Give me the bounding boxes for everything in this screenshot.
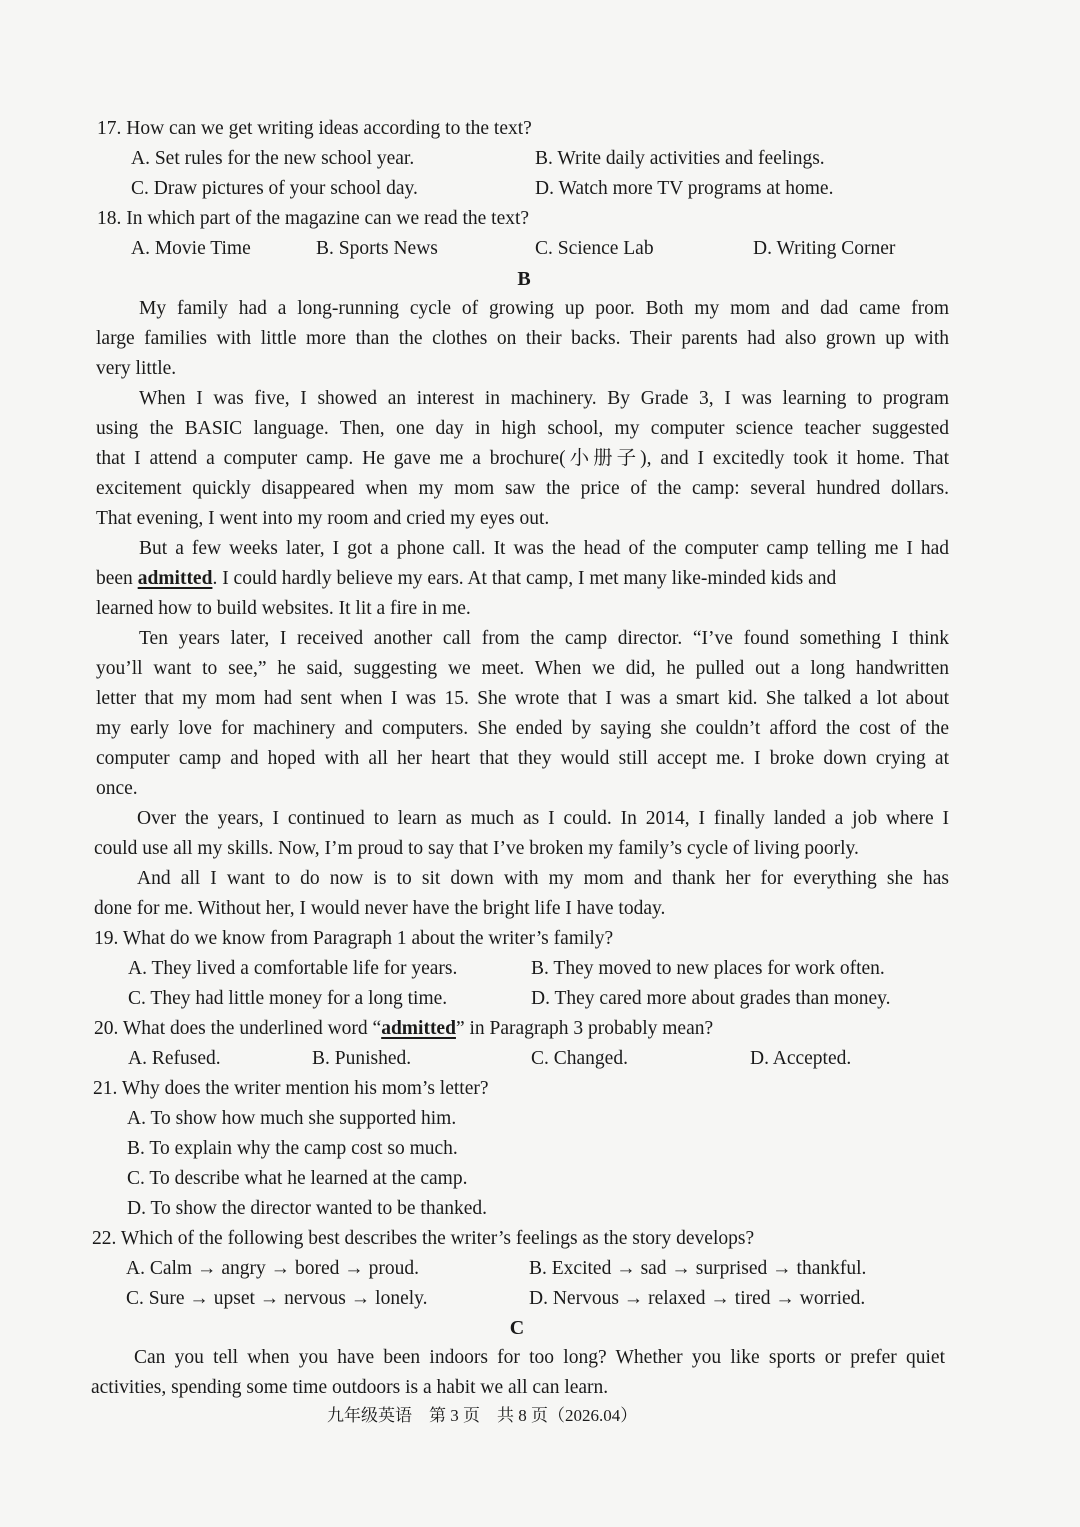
question-18-option-c: C. Science Lab (535, 238, 654, 259)
question-17-option-a: A. Set rules for the new school year. (131, 148, 415, 169)
passage-line: That evening, I went into my room and cried my eyes out. (96, 508, 550, 529)
passage-line: Ten years later, I received another call from the camp director. “I’ve found something I think (139, 628, 949, 649)
passage-line: computer camp and hoped with all her heart that they would still accept me. I broke down crying at (96, 748, 949, 769)
section-b-heading: B (517, 268, 531, 290)
question-20-option-c: C. Changed. (531, 1048, 628, 1069)
question-17-stem: 17. How can we get writing ideas according to the text? (97, 118, 532, 139)
passage-line: Over the years, I continued to learn as much as I could. In 2014, I finally landed a job where I (137, 808, 949, 829)
question-20-option-d: D. Accepted. (750, 1048, 852, 1069)
passage-line: excitement quickly disappeared when my mom saw the price of the camp: several hundred dollars. (96, 478, 949, 499)
question-19-stem: 19. What do we know from Paragraph 1 about the writer’s family? (94, 928, 614, 949)
question-17-option-c: C. Draw pictures of your school day. (131, 178, 418, 199)
passage-text: . I could hardly believe my ears. At that camp, I met many like-minded kids and (212, 568, 837, 589)
passage-line: large families with little more than the clothes on their backs. Their parents had also grown up with (96, 328, 949, 349)
underlined-word-admitted: admitted (137, 568, 213, 589)
passage-c-line: activities, spending some time outdoors is a habit we all can learn. (91, 1377, 609, 1398)
question-22-option-d: D. Nervous → relaxed → tired → worried. (529, 1288, 866, 1309)
question-21-option-d: D. To show the director wanted to be thanked. (127, 1198, 488, 1219)
question-22-option-b: B. Excited → sad → surprised → thankful. (529, 1258, 867, 1279)
question-19-option-a: A. They lived a comfortable life for years. (128, 958, 458, 979)
passage-line (96, 564, 836, 594)
question-17-option-d: D. Watch more TV programs at home. (535, 178, 834, 199)
question-18-option-a: A. Movie Time (131, 238, 251, 259)
passage-line: But a few weeks later, I got a phone call. It was the head of the computer camp telling me I had (139, 538, 949, 559)
question-20-stem-start: 20. What does the underlined word “ (94, 1018, 382, 1039)
question-18-option-b: B. Sports News (316, 238, 438, 259)
passage-line: learned how to build websites. It lit a fire in me. (96, 598, 471, 619)
passage-text: been (96, 568, 133, 589)
question-20-option-b: B. Punished. (312, 1048, 412, 1069)
passage-line: My family had a long-running cycle of growing up poor. Both my mom and dad came from (139, 298, 949, 319)
passage-line: you’ll want to see,” he said, suggesting we meet. When we did, he pulled out a long handwritten (96, 658, 949, 679)
passage-line: could use all my skills. Now, I’m proud to say that I’ve broken my family’s cycle of living poorly. (94, 838, 859, 859)
question-19-option-c: C. They had little money for a long time. (128, 988, 448, 1009)
question-18-option-d: D. Writing Corner (753, 238, 896, 259)
question-20-stem (94, 1014, 713, 1044)
question-21-option-c: C. To describe what he learned at the camp. (127, 1168, 468, 1189)
question-20-stem-end: ” in Paragraph 3 probably mean? (455, 1018, 714, 1039)
question-21-stem: 21. Why does the writer mention his mom’s letter? (93, 1078, 489, 1099)
page-footer: 九年级英语 第 3 页 共 8 页（2026.04） (327, 1406, 638, 1425)
question-22-stem: 22. Which of the following best describes the writer’s feelings as the story develops? (92, 1228, 755, 1249)
passage-c-line: Can you tell when you have been indoors for too long? Whether you like sports or prefer quiet (134, 1347, 945, 1368)
question-19-option-b: B. They moved to new places for work often. (531, 958, 885, 979)
question-22-option-c: C. Sure → upset → nervous → lonely. (126, 1288, 428, 1309)
passage-line: done for me. Without her, I would never have the bright life I have today. (94, 898, 666, 919)
passage-line: And all I want to do now is to sit down with my mom and thank her for everything she has (137, 868, 949, 889)
passage-line: once. (96, 778, 138, 799)
passage-line: letter that my mom had sent when I was 15. She wrote that I was a smart kid. She talked a lot about (96, 688, 949, 709)
question-21-option-b: B. To explain why the camp cost so much. (127, 1138, 458, 1159)
question-20-option-a: A. Refused. (128, 1048, 221, 1069)
question-22-option-a: A. Calm → angry → bored → proud. (126, 1258, 419, 1279)
question-19-option-d: D. They cared more about grades than money. (531, 988, 891, 1009)
question-17-option-b: B. Write daily activities and feelings. (535, 148, 825, 169)
passage-line: When I was five, I showed an interest in machinery. By Grade 3, I was learning to program (139, 388, 949, 409)
section-c-heading: C (509, 1317, 525, 1339)
question-21-option-a: A. To show how much she supported him. (127, 1108, 457, 1129)
passage-line: very little. (96, 358, 177, 379)
passage-line: my early love for machinery and computers. She ended by saying she couldn’t afford the cost of the (96, 718, 949, 739)
passage-line: using the BASIC language. Then, one day in high school, my computer science teacher suggested (96, 418, 949, 439)
question-18-stem: 18. In which part of the magazine can we read the text? (97, 208, 530, 229)
passage-line: that I attend a computer camp. He gave me a brochure(小册子), and I excitedly took it home. That (96, 448, 949, 469)
question-20-underlined-word: admitted (381, 1018, 456, 1039)
